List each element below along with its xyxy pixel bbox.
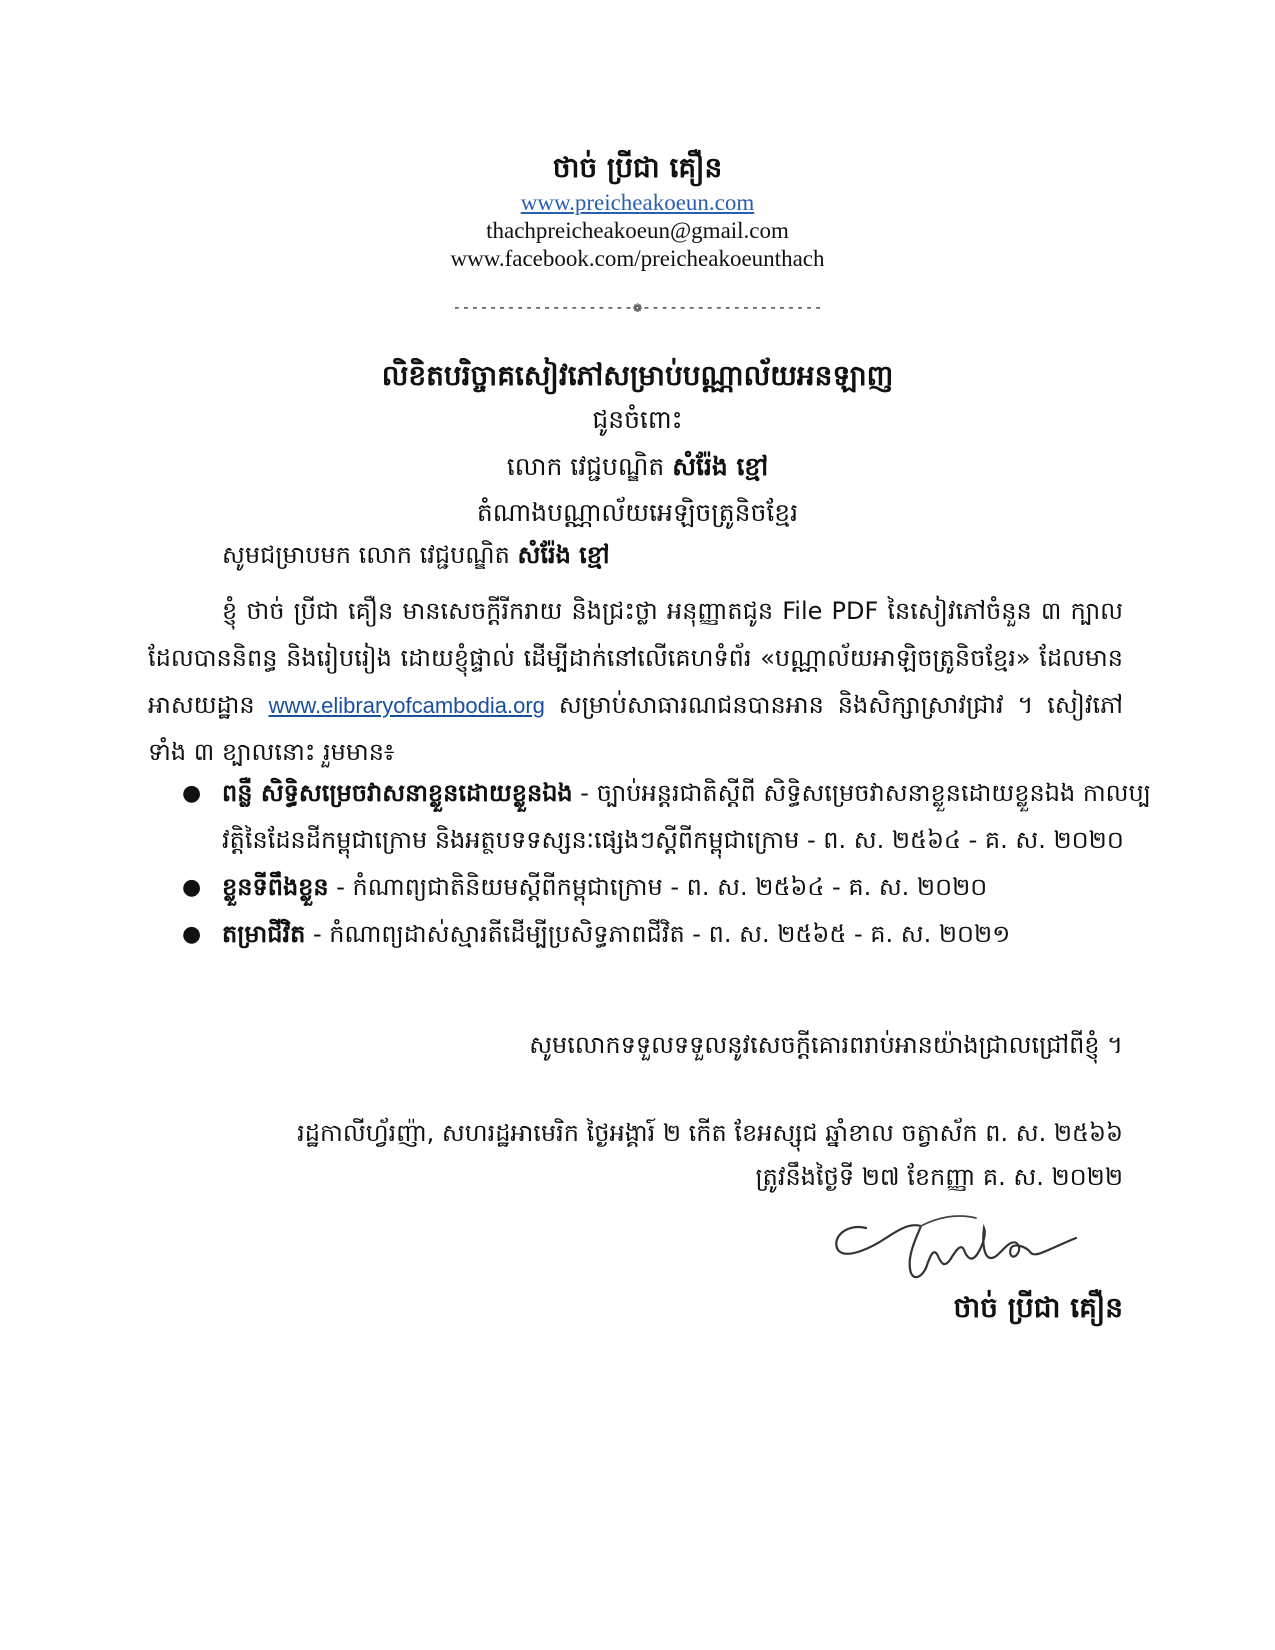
book-desc: - ច្បាប់អន្តរជាតិស្តីពី សិទ្ធិសម្រេចវាសនាខ្លួនដោយខ្លួនឯង កាលប្បវត្តិនៃដែនដីកម្ពុជាក្រោម និងអត្ថបទទស្សនៈផ្សេងៗស្តីពីកម្ពុជាក្រោម - ព. ស. ២៥៦៤ - គ. ស. ២០២០ [222,779,1151,854]
recipient [0,452,1275,488]
recipient-prefix: លោក វេជ្ជបណ្ឌិត [506,452,665,481]
body-paragraph [148,588,1123,776]
to-label: ជូនចំពោះ [592,405,683,434]
book-desc: - កំណាព្យដាស់ស្មារតីដើម្បីប្រសិទ្ធភាពជីវិត - ព. ស. ២៥៦៥ - គ. ស. ២០២១ [305,920,1011,948]
book-title: តម្រាជីវិត [222,920,306,948]
greeting [222,540,610,575]
recipient-position: តំណាងបណ្ណាល័យអេឡិចត្រូនិចខ្មែរ [476,498,799,527]
greeting-name: សំរ៉ែង ខ្មៅ [517,541,610,569]
book-title: ពន្លឺ សិទ្ធិសម្រេចវាសនាខ្លួនដោយខ្លួនឯង [222,779,573,807]
website-link-text[interactable]: www.preicheakoeun.com [520,190,755,215]
signature-name: ថាច់ ប្រីជា គឿន [953,1291,1123,1324]
email-address: thachpreicheakoeun@gmail.com [486,218,789,243]
divider-right: -------------------- [642,298,823,316]
gregorian-date: ត្រូវនឹងថ្ងៃទី ២៧ ខែកញ្ញា គ. ស. ២០២២ [755,1163,1123,1191]
bullet-icon: ● [182,875,202,900]
body-part1: ខ្ញុំ ថាច់ ប្រីជា គឿន មានសេចក្តីរីករាយ និងជ្រះថ្លា អនុញ្ញាតជូន File PDF នៃសៀវភៅចំនួន ៣ ក្បាល ដែលបាននិពន្ធ និងរៀបរៀង ដោយខ្ញុំផ្ទាល់ ដើម្បីដាក់នៅលើគេហទំព័រ «បណ្ណាល័យអាឡិចត្រូនិចខ្មែរ» ដែលមានអាសយដ្ឋាន [148,597,1123,719]
book-list [180,770,1167,958]
greeting-prefix: សូមជម្រាបមក លោក វេជ្ជបណ្ឌិត [222,541,510,569]
divider [0,298,1275,316]
signature [826,1198,1086,1298]
website-link[interactable] [0,190,1275,216]
list-item [182,911,1167,958]
list-item [182,770,1167,864]
letter-title: លិខិតបរិច្ចាគសៀវភៅសម្រាប់បណ្ណាល័យអនឡាញ [381,359,894,392]
recipient-name: សំរ៉ែង ខ្មៅ [672,452,769,481]
bullet-icon: ● [182,922,202,947]
divider-left: -------------------- [452,298,633,316]
bullet-icon: ● [182,781,202,806]
closing-text: សូមលោកទទួលទទួលនូវសេចក្តីគោរពរាប់អានយ៉ាងជ្រាលជ្រៅពីខ្ញុំ ។ [529,1031,1123,1059]
flower-icon: ❁ [632,298,643,316]
place-date: រដ្ឋកាលីហ្វ័រញ៉ា, សហរដ្ឋអាមេរិក ថ្ងៃអង្គារ៍ ២ កើត ខែអស្សុជ ឆ្នាំខាល ចត្វាស័ក ព. ស. ២៥៦៦ [297,1119,1123,1147]
book-desc: - កំណាព្យជាតិនិយមស្តីពីកម្ពុជាក្រោម - ព. ស. ២៥៦៤ - គ. ស. ២០២០ [328,873,988,901]
elibrary-link[interactable]: www.elibraryofcambodia.org [268,693,545,718]
facebook-address: www.facebook.com/preicheakoeunthach [450,246,825,271]
book-title: ខ្លួនទីពឹងខ្លួន [222,873,329,901]
author-name: ថាច់ ប្រីជា គឿន [552,151,723,184]
body-part2: សម្រាប់សាធារណជនបានអាន និងសិក្សាស្រាវជ្រាវ ។ សៀវភៅទាំង ៣ ខ្បាលនោះ រួមមាន៖ [148,691,1123,766]
list-item [182,864,1167,911]
